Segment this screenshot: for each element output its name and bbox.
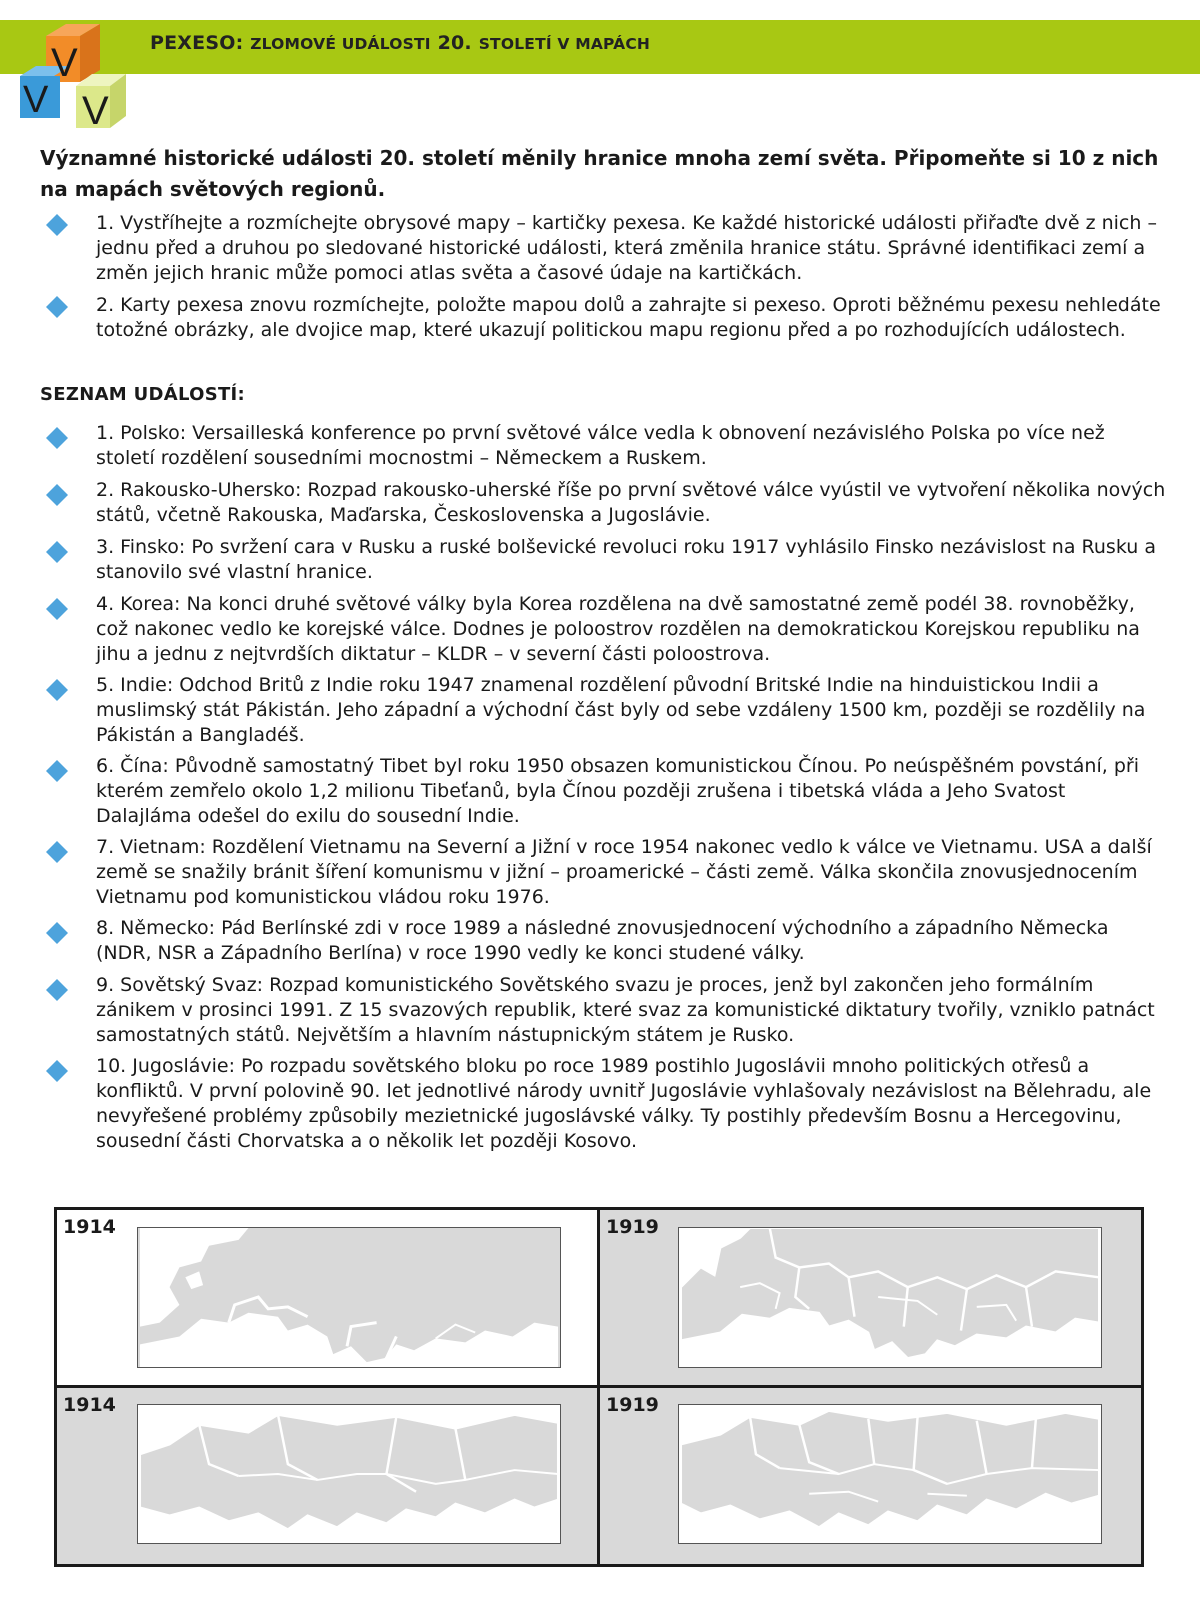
outline-map-europe	[678, 1404, 1102, 1544]
logo-letter-3: V	[82, 89, 109, 133]
outline-map-europe	[137, 1227, 561, 1368]
event-item: 5. Indie: Odchod Britů z Indie roku 1947 znamenal rozdělení původní Britské Indie na hinduistickou Indii a muslimský stát Pákistán. Jeho západní a východní část byly od sebe vzdáleny 1500 km, později se rozdělily na Pákistán a Bangladéš.	[96, 674, 1146, 746]
event-item: 10. Jugoslávie: Po rozpadu sovětského bloku po roce 1989 postihlo Jugoslávii mnoho politických otřesů a konfliktů. V první polovině 90. let jednotlivé národy uvnitř Jugoslávie vyhlašovaly nezávislost na Bělehradu, ale nevyřešené problémy způsobily mezietnické jugoslávské války. Ty postihly především Bosnu a Hercegovinu, sousední části Chorvatska a o několik let později Kosovo.	[96, 1055, 1152, 1152]
title-big: PEXESO:	[150, 32, 244, 54]
instruction-2: 2. Karty pexesa znovu rozmíchejte, položte mapou dolů a zahrajte si pexeso. Oproti běžnému pexesu nehledáte totožné obrázky, ale dvojice map, které ukazují politickou mapu regionu před a po rozhodujících událostech.	[96, 294, 1161, 341]
pexeso-card[interactable]	[57, 1210, 600, 1388]
bullet-diamond-icon	[46, 427, 68, 449]
outline-map-europe	[137, 1404, 561, 1544]
bullet-diamond-icon	[46, 922, 68, 944]
logo-cubes-icon	[18, 24, 130, 134]
bullet-diamond-icon	[46, 760, 68, 782]
bullet-diamond-icon	[46, 484, 68, 506]
bullet-diamond-icon	[46, 598, 68, 620]
event-item: 9. Sovětský Svaz: Rozpad komunistického Sovětského svazu je proces, jenž byl zakončen jeho formálním zánikem v prosinci 1991. Z 15 svazových republik, které svaz za komunistické diktatury tvořily, vzniklo patnáct samostatných států. Největším a hlavním nástupnickým státem je Rusko.	[96, 974, 1155, 1046]
event-item: 1. Polsko: Versailleská konference po první světové válce vedla k obnovení nezávislého Polska po více než století rozdělení sousedními mocnostmi – Německem a Ruskem.	[96, 422, 1105, 469]
event-item: 2. Rakousko-Uhersko: Rozpad rakousko-uherské říše po první světové válce vyústil ve vytvoření několika nových států, včetně Rakouska, Maďarska, Československa a Jugoslávie.	[96, 479, 1166, 526]
bullet-diamond-icon	[46, 1060, 68, 1082]
logo-letter-1: V	[51, 41, 78, 85]
event-item: 8. Německo: Pád Berlínské zdi v roce 1989 a následné znovusjednocení východního a západního Německa (NDR, NSR a Západního Berlína) v roce 1990 vedly ke konci studené války.	[96, 917, 1109, 964]
title-num: 20.	[437, 32, 472, 54]
pexeso-card[interactable]	[600, 1210, 1141, 1388]
card-year: 1914	[63, 1216, 116, 1238]
bullet-diamond-icon	[46, 541, 68, 563]
page-title	[150, 32, 650, 54]
event-item: 4. Korea: Na konci druhé světové války byla Korea rozdělena na dvě samostatné země podél 38. rovnoběžky, což nakonec vedlo ke korejské válce. Dodnes je poloostrov rozdělen na demokratickou Korejskou republiku na jihu a jednu z nejtvrdších diktatur – KLDR – v severní části poloostrova.	[96, 593, 1140, 665]
outline-map-europe	[678, 1227, 1102, 1368]
pexeso-card-grid	[54, 1207, 1144, 1567]
pexeso-card[interactable]	[57, 1388, 600, 1564]
logo-letter-2: V	[23, 79, 49, 121]
instruction-1: 1. Vystříhejte a rozmíchejte obrysové mapy – kartičky pexesa. Ke každé historické události přiřaďte dvě z nich – jednu před a druhou po sledované historické události, která změnila hranice státu. Správné identifikaci zemí a změn jejich hranic může pomoci atlas světa a časové údaje na kartičkách.	[96, 212, 1157, 284]
event-item: 7. Vietnam: Rozdělení Vietnamu na Severní a Jižní v roce 1954 nakonec vedlo k válce ve Vietnamu. USA a další země se snažily bránit šíření komunismu v jižní – proamerické – části země. Válka skončila znovusjednocením Vietnamu pod komunistickou vládou roku 1976.	[96, 836, 1152, 908]
intro-text: Významné historické události 20. století měnily hranice mnoha zemí světa. Připomeňte si 10 z nich na mapách světových regionů.	[40, 146, 1159, 201]
title-small: ZLOMOVÉ UDÁLOSTI	[250, 35, 431, 53]
bullet-diamond-icon	[46, 679, 68, 701]
event-item: 6. Čína: Původně samostatný Tibet byl roku 1950 obsazen komunistickou Čínou. Po neúspěšném povstání, při kterém zemřelo okolo 1,2 milionu Tibeťanů, byla Čínou později zrušena i tibetská vláda a Jeho Svatost Dalajláma odešel do exilu do sousední Indie.	[96, 755, 1139, 827]
bullet-diamond-icon	[46, 841, 68, 863]
section-title: SEZNAM UDÁLOSTÍ:	[40, 384, 246, 405]
bullet-diamond-icon	[46, 979, 68, 1001]
card-year: 1919	[606, 1216, 659, 1238]
event-item: 3. Finsko: Po svržení cara v Rusku a ruské bolševické revoluci roku 1917 vyhlásilo Finsko nezávislost na Rusku a stanovilo své vlastní hranice.	[96, 536, 1156, 583]
bullet-diamond-icon	[46, 214, 68, 236]
card-year: 1914	[63, 1394, 116, 1416]
card-year: 1919	[606, 1394, 659, 1416]
bullet-diamond-icon	[46, 296, 68, 318]
pexeso-card[interactable]	[600, 1388, 1141, 1564]
title-small-2: STOLETÍ V MAPÁCH	[478, 35, 651, 53]
